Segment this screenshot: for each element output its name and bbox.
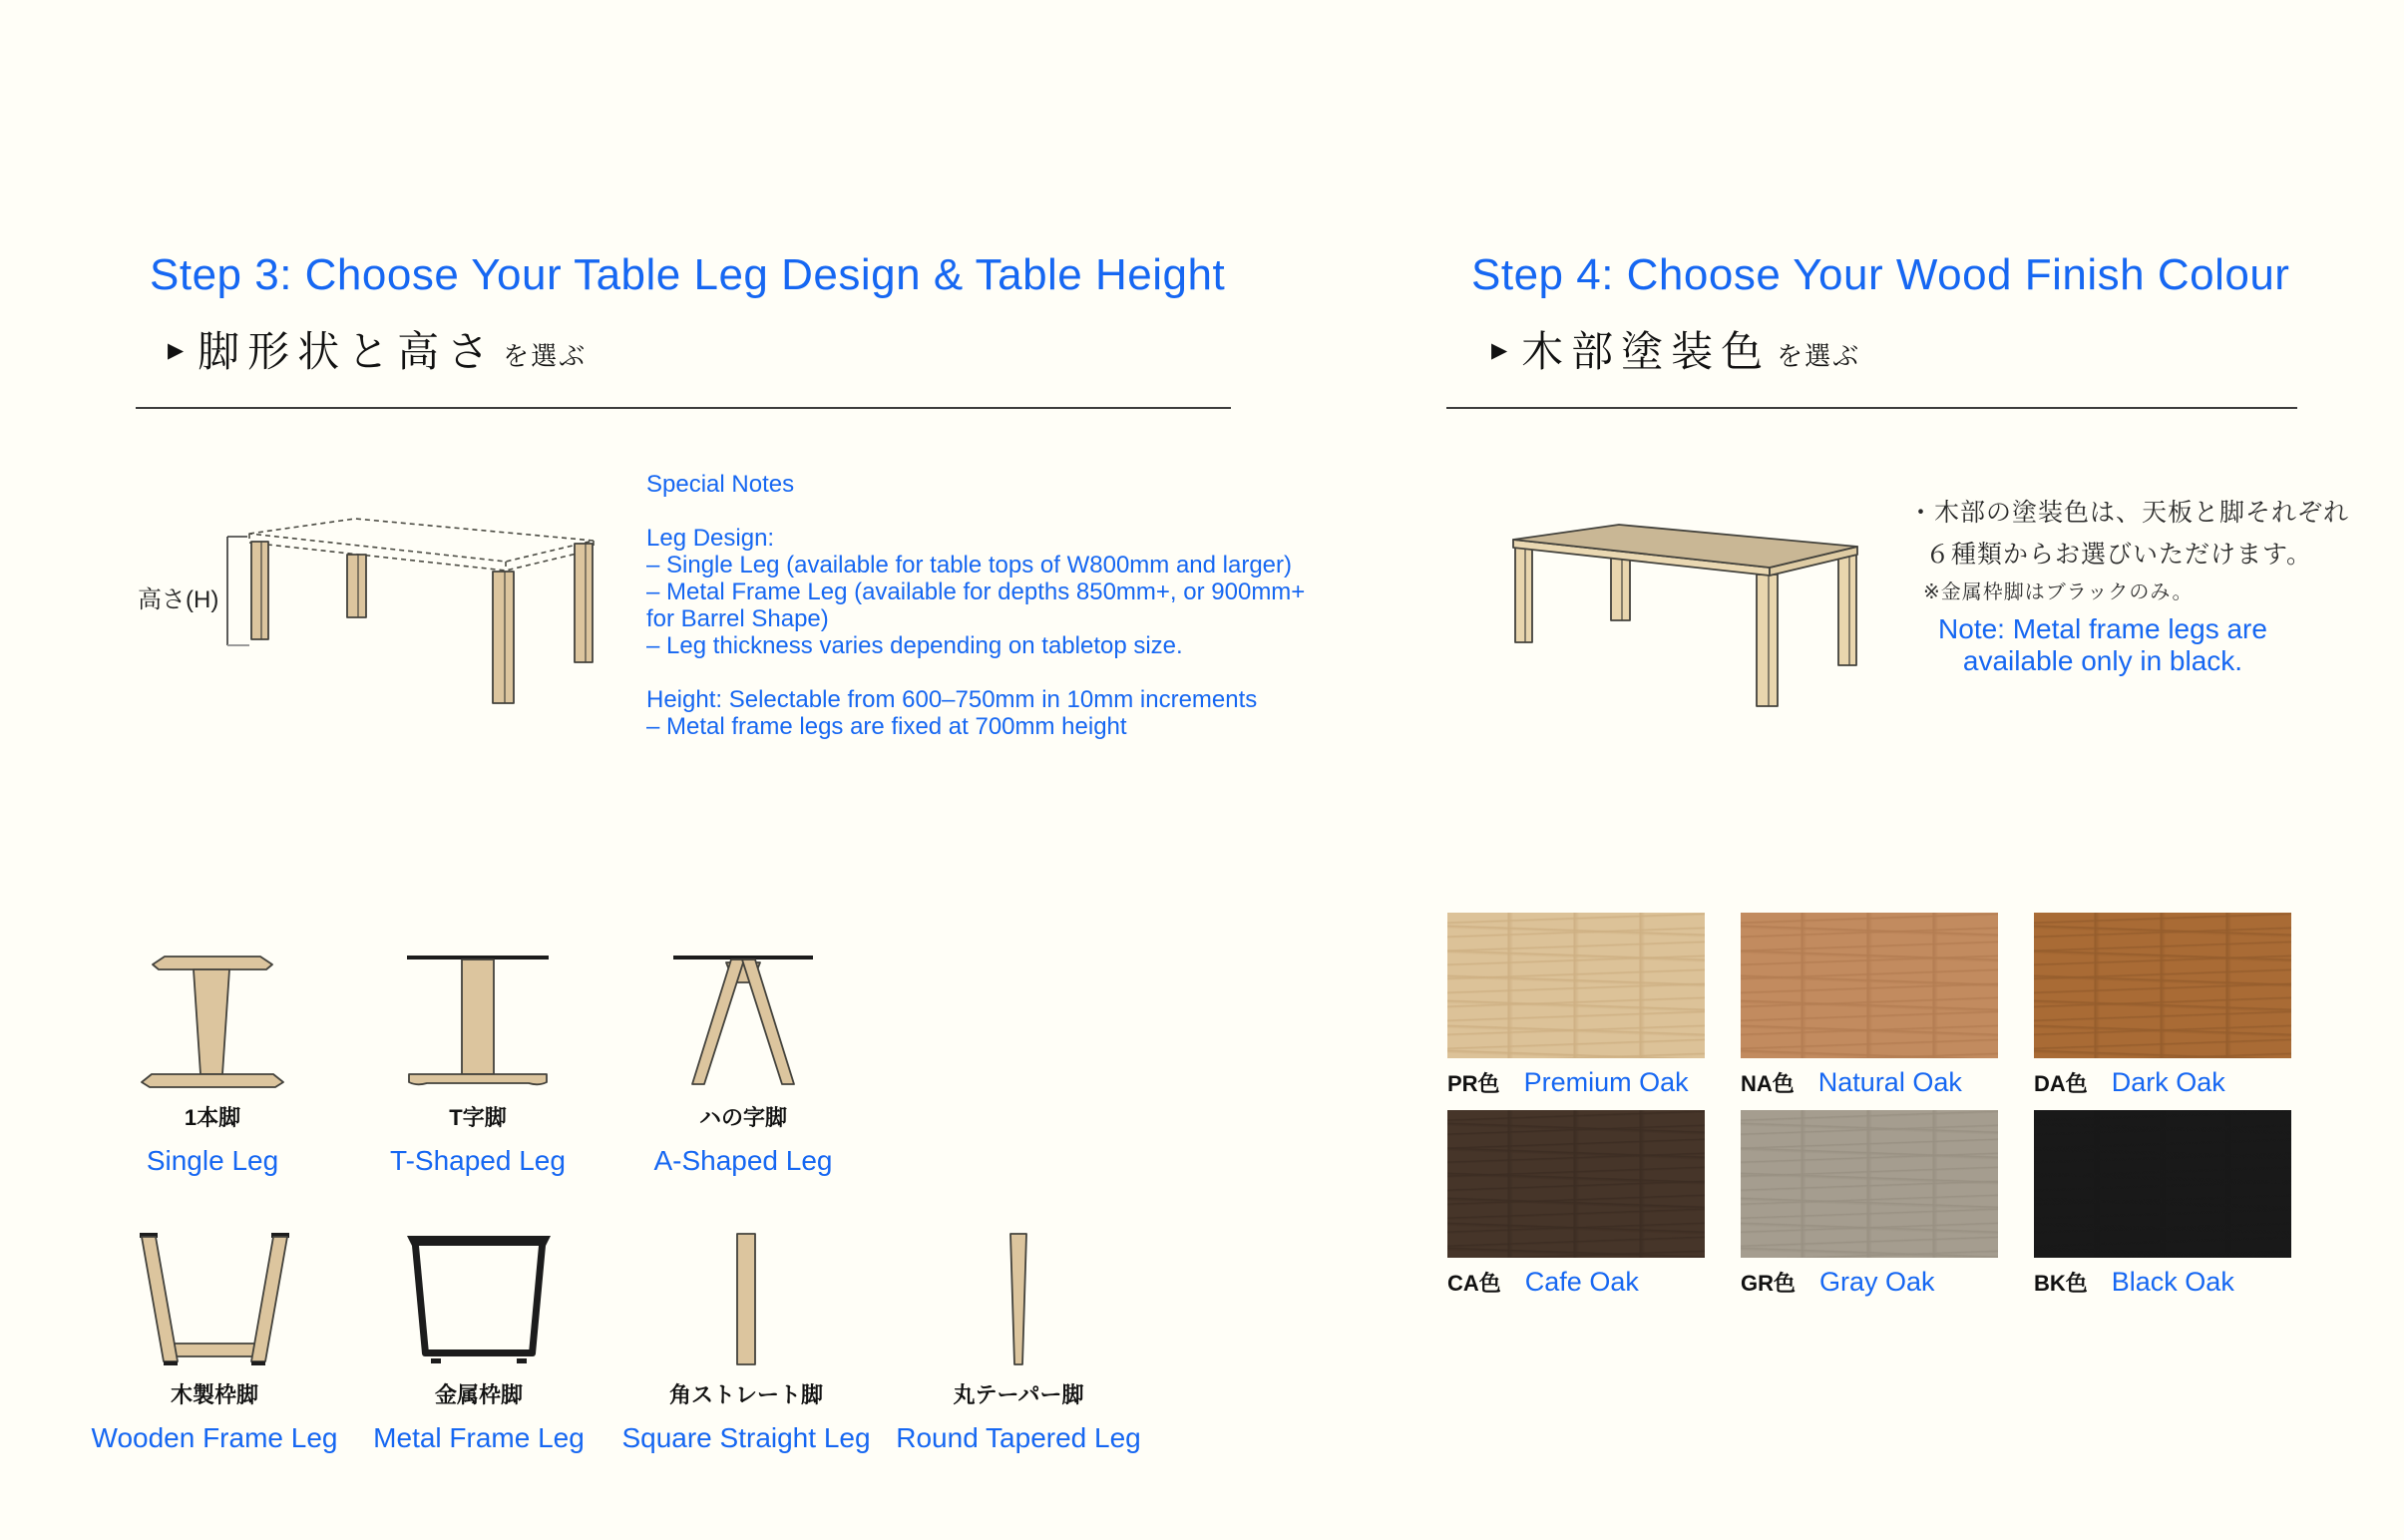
- wooden-frame-leg-icon: [138, 1232, 291, 1369]
- step3-subtitle-suffix: を選ぶ: [503, 341, 588, 371]
- step3-subtitle-jp: 脚形状と高さ: [198, 328, 498, 375]
- special-notes: [646, 471, 1424, 740]
- special-notes-line: Height: Selectable from 600–750mm in 10mm increments: [646, 686, 1258, 713]
- height-dimension-bracket: [227, 537, 249, 645]
- wood-texture-swatch: [1741, 1110, 1998, 1258]
- finish-code-label: CA色: [1447, 1271, 1501, 1296]
- leg-jp-label: 1本脚: [184, 1105, 241, 1130]
- round-tapered-leg-icon: [1002, 1232, 1035, 1369]
- finish-note-jp-line: ６種類からお選びいただけます。: [1925, 541, 2313, 569]
- leg-option-wooden-frame-leg[interactable]: [85, 1232, 344, 1454]
- leg-jp-label: 丸テーパー脚: [953, 1382, 1084, 1407]
- leg-option-round-tapered-leg[interactable]: [889, 1232, 1148, 1454]
- finish-name-label: Cafe Oak: [1524, 1267, 1639, 1297]
- leg-option-a-shaped-leg[interactable]: [633, 953, 853, 1177]
- leg-en-label: Metal Frame Leg: [373, 1422, 585, 1453]
- table-height-diagram: [190, 504, 668, 733]
- leg-jp-label: 木製枠脚: [170, 1382, 258, 1407]
- finish-code-label: PR色: [1447, 1071, 1500, 1096]
- special-notes-line: – Metal Frame Leg (available for depths 850mm+, or 900mm+: [646, 578, 1306, 605]
- table-illustration: [1501, 514, 1880, 723]
- special-notes-line: Special Notes: [646, 471, 795, 498]
- finish-name-label: Black Oak: [2111, 1267, 2234, 1297]
- step4-divider: [1446, 407, 2297, 409]
- finish-code-label: NA色: [1741, 1071, 1795, 1096]
- finish-name-label: Gray Oak: [1819, 1267, 1935, 1297]
- metal-legs-black-note-line: Note: Metal frame legs are: [1938, 613, 2267, 644]
- a-shaped-leg-icon: [668, 953, 818, 1090]
- leg-option-t-shaped-leg[interactable]: [368, 953, 588, 1177]
- finish-swatch-natural-oak[interactable]: [1741, 913, 1998, 1098]
- single-leg-icon: [137, 953, 288, 1090]
- leg-option-single-leg[interactable]: [103, 953, 322, 1177]
- step3-title: Step 3: Choose Your Table Leg Design & Table Height: [150, 250, 1226, 299]
- leg-jp-label: ハの字脚: [698, 1105, 787, 1130]
- wood-texture-swatch: [1447, 1110, 1705, 1258]
- leg-option-metal-frame-leg[interactable]: [349, 1232, 608, 1454]
- wood-texture-swatch: [1447, 913, 1705, 1058]
- step4-title: Step 4: Choose Your Wood Finish Colour: [1471, 250, 2290, 299]
- finish-code-label: GR色: [1741, 1271, 1797, 1296]
- finish-swatch-gray-oak[interactable]: [1741, 1110, 1998, 1298]
- leg-en-label: Single Leg: [146, 1145, 279, 1176]
- special-notes-line: for Barrel Shape): [646, 605, 829, 632]
- arrow-right-icon: ▶: [168, 338, 185, 362]
- finish-name-label: Dark Oak: [2111, 1067, 2225, 1097]
- metal-frame-leg-icon: [404, 1232, 554, 1369]
- wood-texture-swatch: [2034, 1110, 2291, 1258]
- leg-jp-label: 角ストレート脚: [668, 1382, 823, 1407]
- step3-divider: [136, 407, 1231, 409]
- wood-texture-swatch: [1741, 913, 1998, 1058]
- finish-code-label: DA色: [2034, 1071, 2088, 1096]
- square-straight-leg-icon: [729, 1232, 763, 1369]
- special-notes-line: Leg Design:: [646, 525, 775, 552]
- finish-swatch-dark-oak[interactable]: [2034, 913, 2291, 1098]
- wood-texture-swatch: [2034, 913, 2291, 1058]
- special-notes-line: [646, 659, 1424, 686]
- arrow-right-icon: ▶: [1491, 338, 1508, 362]
- leg-en-label: T-Shaped Leg: [390, 1145, 566, 1176]
- special-notes-line: – Leg thickness varies depending on tabletop size.: [646, 632, 1183, 659]
- leg-jp-label: 金属枠脚: [434, 1382, 523, 1407]
- finish-swatch-premium-oak[interactable]: [1447, 913, 1705, 1098]
- finish-note-jp-line: ※金属枠脚はブラックのみ。: [1923, 581, 2194, 603]
- step4-subtitle-suffix: を選ぶ: [1777, 341, 1861, 371]
- finish-swatch-black-oak[interactable]: [2034, 1110, 2291, 1298]
- step4-subtitle-jp: 木部塗装色: [1521, 328, 1772, 375]
- finish-note-jp-line: ・木部の塗装色は、天板と脚それぞれ: [1908, 499, 2350, 527]
- finish-code-label: BK色: [2034, 1271, 2088, 1296]
- finish-name-label: Premium Oak: [1523, 1067, 1689, 1097]
- step4-subtitle: [1491, 319, 1860, 379]
- table-height-label: 高さ(H): [138, 586, 219, 613]
- t-shaped-leg-icon: [403, 953, 553, 1090]
- finish-swatch-cafe-oak[interactable]: [1447, 1110, 1705, 1298]
- metal-legs-black-note-line: available only in black.: [1962, 645, 2243, 676]
- leg-option-square-straight-leg[interactable]: [616, 1232, 876, 1454]
- metal-legs-black-note: [1938, 613, 2267, 677]
- finish-name-label: Natural Oak: [1817, 1067, 1962, 1097]
- special-notes-line: – Metal frame legs are fixed at 700mm height: [646, 713, 1127, 740]
- leg-en-label: Square Straight Leg: [621, 1422, 871, 1453]
- leg-jp-label: T字脚: [449, 1105, 507, 1130]
- special-notes-line: [646, 498, 1424, 525]
- leg-en-label: Round Tapered Leg: [896, 1422, 1141, 1453]
- special-notes-line: – Single Leg (available for table tops of W800mm and larger): [646, 552, 1293, 578]
- leg-en-label: Wooden Frame Leg: [91, 1422, 338, 1453]
- leg-en-label: A-Shaped Leg: [653, 1145, 833, 1176]
- step3-subtitle: [168, 319, 587, 379]
